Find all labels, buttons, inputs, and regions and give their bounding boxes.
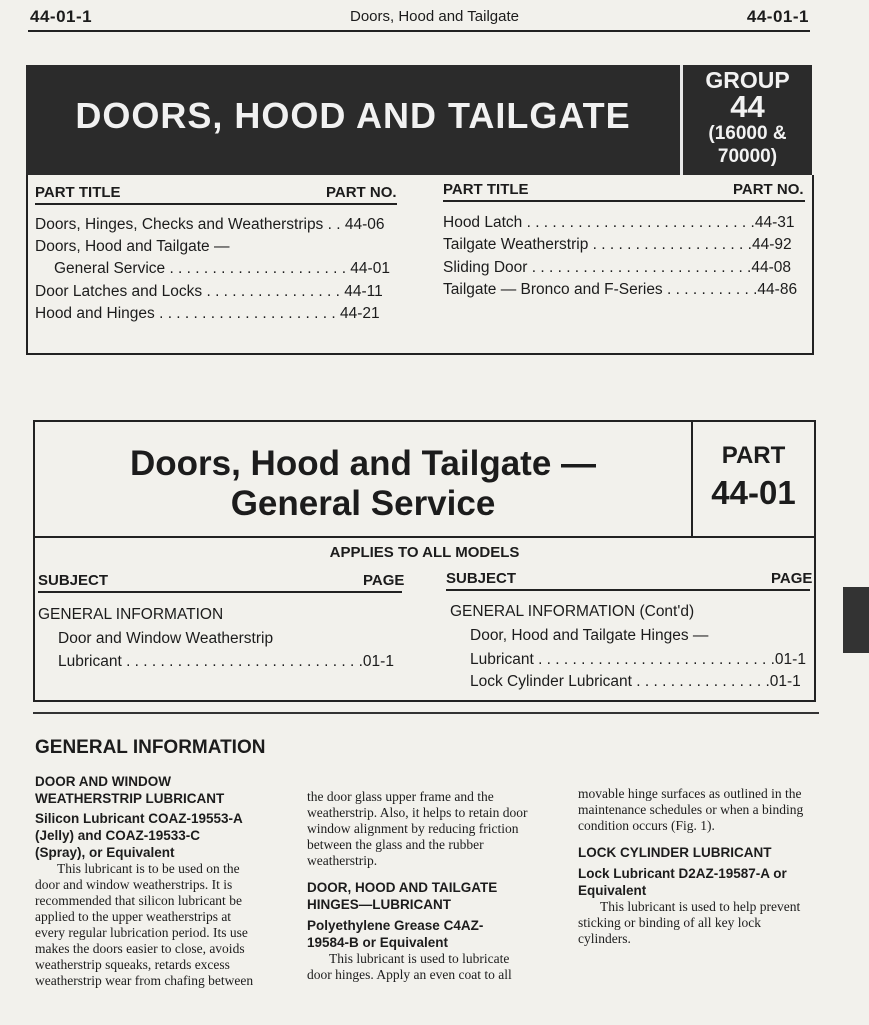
subject-line: Door, Hood and Tailgate Hinges —: [470, 627, 709, 644]
group-box: [683, 65, 812, 175]
col1-heading-line: DOOR AND WINDOW: [35, 774, 171, 789]
running-title: Doors, Hood and Tailgate: [350, 8, 519, 25]
part-title-line2: General Service: [230, 484, 496, 523]
col1-body-line: makes the doors easier to close, avoids: [35, 941, 245, 956]
toc-right-rule: [443, 200, 805, 202]
col3-body-line: maintenance schedules or when a binding: [578, 802, 804, 817]
group-banner: [26, 65, 812, 175]
toc-link-44-06[interactable]: Doors, Hinges, Checks and Weatherstrips . . 44-06: [35, 216, 385, 233]
col2-body-line: between the glass and the rubber: [307, 837, 484, 852]
col3-body-line: This lubricant is used to help prevent: [600, 899, 801, 914]
col1-body-line: weatherstrip wear from chafing between: [35, 973, 254, 988]
section-rule: [33, 712, 819, 714]
group-code-line1: (16000 &: [708, 123, 787, 144]
group-toc: [26, 175, 814, 355]
part-title-line1: Doors, Hood and Tailgate —: [129, 444, 597, 483]
page-header-right: PAGE: [771, 570, 813, 587]
subject-rule-right: [446, 589, 810, 591]
group-label: GROUP: [705, 67, 790, 93]
general-info-title: GENERAL INFORMATION: [35, 737, 266, 758]
subject-link-lock-cylinder[interactable]: Lock Cylinder Lubricant . . . . . . . . . . . . . . . .01-1: [470, 673, 801, 690]
subject-general-info-contd: GENERAL INFORMATION (Cont'd): [450, 603, 695, 620]
subject-line: Door and Window Weatherstrip: [58, 630, 274, 647]
part-title: [35, 444, 691, 524]
toc-right-part-no-header: PART NO.: [733, 181, 804, 198]
col2: [307, 789, 557, 983]
subject-link-weatherstrip-lubricant[interactable]: Lubricant . . . . . . . . . . . . . . . . . . . . . . . . . . . .01-1: [58, 653, 394, 670]
col1: [35, 773, 285, 989]
applies-to: APPLIES TO ALL MODELS: [329, 544, 520, 561]
toc-left-part-no-header: PART NO.: [326, 184, 397, 201]
col3-subheading-line: Equivalent: [578, 883, 647, 898]
part-number: 44-01: [711, 474, 796, 511]
subject-header-left: SUBJECT: [38, 572, 109, 589]
subject-header-right: SUBJECT: [446, 570, 517, 587]
header-rule: [28, 30, 810, 32]
section-edge-tab: [843, 587, 869, 653]
col3-body-line: condition occurs (Fig. 1).: [578, 818, 715, 833]
col3-body-line: cylinders.: [578, 931, 631, 946]
col2-body-line: weatherstrip.: [307, 853, 378, 868]
col1-body-line: applied to the upper weatherstrips at: [35, 909, 232, 924]
part-rule: [35, 536, 814, 538]
page-number-right: 44-01-1: [746, 7, 809, 26]
col1-body-line: recommended that silicon lubricant be: [35, 893, 242, 908]
col2-body-line: the door glass upper frame and the: [307, 789, 494, 804]
col3-body-line: sticking or binding of all key lock: [578, 915, 761, 930]
toc-left-part-title-header: PART TITLE: [35, 184, 121, 201]
group-code-line2: 70000): [717, 146, 778, 167]
group-number: 44: [730, 89, 765, 124]
subject-rule-left: [38, 591, 402, 593]
toc-line: Doors, Hood and Tailgate —: [35, 238, 230, 255]
col2-subheading-line: 19584-B or Equivalent: [307, 935, 449, 950]
col2-heading-line: HINGES—LUBRICANT: [307, 897, 451, 912]
col3-subheading-line: Lock Lubricant D2AZ-19587-A or: [578, 866, 787, 881]
col1-subheading-line: Silicon Lubricant COAZ-19553-A: [35, 811, 243, 826]
col3-body-line: movable hinge surfaces as outlined in the: [578, 786, 802, 801]
toc-link-44-92[interactable]: Tailgate Weatherstrip . . . . . . . . . . . . . . . . . . .44-92: [443, 236, 792, 253]
col1-body-line: door and window weatherstrips. It is: [35, 877, 233, 892]
subject-general-info: GENERAL INFORMATION: [38, 606, 224, 623]
col2-body-line: door hinges. Apply an even coat to all: [307, 967, 512, 982]
subject-link-hinges-lubricant[interactable]: Lubricant . . . . . . . . . . . . . . . . . . . . . . . . . . . .01-1: [470, 651, 806, 668]
col1-subheading-line: (Spray), or Equivalent: [35, 845, 175, 860]
col1-body-line: weatherstrip squeaks, retards excess: [35, 957, 230, 972]
col2-heading-line: DOOR, HOOD AND TAILGATE: [307, 880, 498, 895]
col2-body-line: window alignment by reducing friction: [307, 821, 519, 836]
col1-subheading-line: (Jelly) and COAZ-19533-C: [35, 828, 201, 843]
col3-heading: LOCK CYLINDER LUBRICANT: [578, 845, 772, 860]
toc-link-44-01[interactable]: General Service . . . . . . . . . . . . . . . . . . . . . 44-01: [54, 260, 390, 277]
toc-link-44-86[interactable]: Tailgate — Bronco and F-Series . . . . . . . . . . .44-86: [443, 281, 798, 298]
col2-body-line: weatherstrip. Also, it helps to retain door: [307, 805, 528, 820]
toc-link-44-08[interactable]: Sliding Door . . . . . . . . . . . . . . . . . . . . . . . . . .44-08: [443, 259, 792, 276]
part-label: PART: [721, 442, 786, 469]
toc-link-44-11[interactable]: Door Latches and Locks . . . . . . . . . . . . . . . . 44-11: [35, 283, 383, 300]
col1-heading-line: WEATHERSTRIP LUBRICANT: [35, 791, 225, 806]
toc-link-44-21[interactable]: Hood and Hinges . . . . . . . . . . . . . . . . . . . . . 44-21: [35, 305, 380, 322]
col3: [578, 786, 828, 947]
part-box: [33, 420, 816, 702]
page-header-left: PAGE: [363, 572, 405, 589]
toc-link-44-31[interactable]: Hood Latch . . . . . . . . . . . . . . . . . . . . . . . . . . .44-31: [443, 214, 795, 231]
group-title: DOORS, HOOD AND TAILGATE: [75, 95, 631, 136]
col1-body-line: every regular lubrication period. Its use: [35, 925, 248, 940]
toc-right-part-title-header: PART TITLE: [443, 181, 529, 198]
col1-body-line: This lubricant is to be used on the: [57, 861, 240, 876]
toc-left-rule: [35, 203, 397, 205]
col2-body-line: This lubricant is used to lubricate: [329, 951, 510, 966]
page-number-left: 44-01-1: [30, 7, 93, 26]
col2-subheading-line: Polyethylene Grease C4AZ-: [307, 918, 484, 933]
